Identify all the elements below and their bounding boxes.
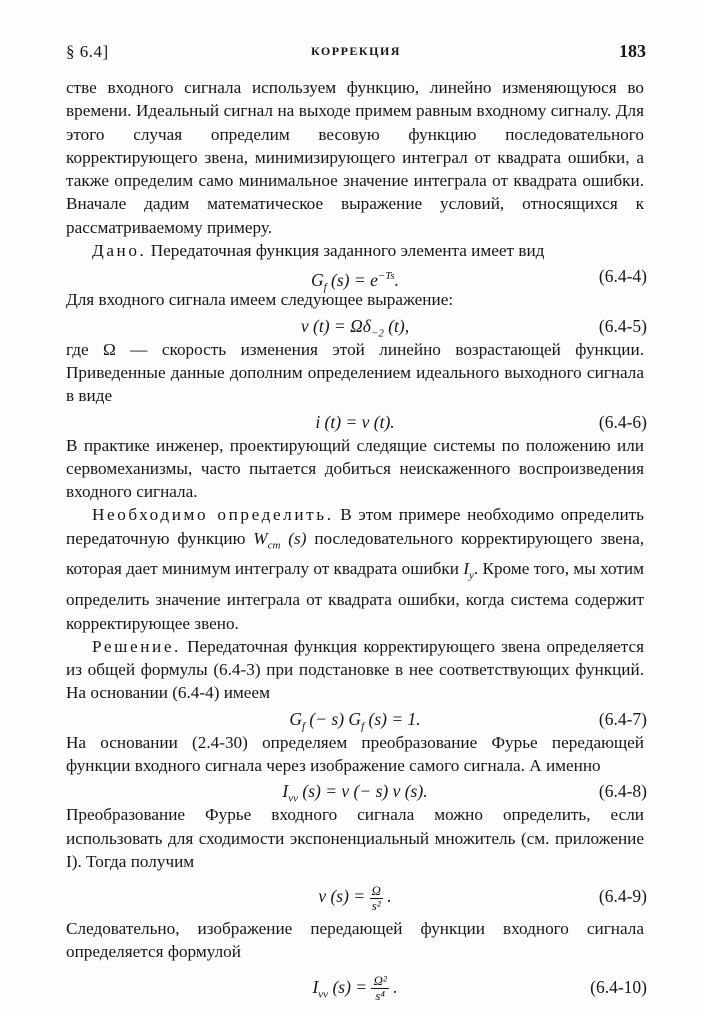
eq-subscript: f [323,281,327,294]
eq-part: . [388,976,398,997]
solution-text: Передаточная функция корректирующего звена определяется из общей формулы (6.4-3) при подстановке в нее соответствующих функций. На основании (6.4-4) имеем [66,636,644,703]
eq-superscript: −Ts [377,270,395,283]
paragraph-solution [66,635,644,705]
equation-number: (6.4-7) [598,708,647,729]
eq-part: . [382,886,392,907]
eq-subscript: f [301,720,306,733]
fraction-denominator: s² [371,897,381,913]
w-symbol [253,528,307,552]
eq-subscript: f [361,720,365,733]
eq-part: (s) = v (− s) v (s). [298,781,428,802]
equation-6-4-7 [66,707,647,733]
equation-6-4-4 [66,264,647,294]
i-letter: I [463,559,469,579]
eq-part: . [394,270,400,291]
solution-label: Решение. [92,636,181,656]
equation-6-4-5 [66,314,647,340]
eq-part: (t), [383,315,410,336]
running-title: КОРРЕКЦИЯ [311,44,401,58]
equation-formula [66,875,644,917]
page-header [66,40,646,70]
w-letter: W [253,528,268,548]
required-text: . Кроме того, мы хотим определить значение интеграла от квадрата ошибки, когда система содержит корректирующее звено. [66,559,644,633]
equation-6-4-6 [66,410,647,434]
w-subscript: cm [267,539,281,552]
eq-part: v (t) = Ωδ [300,315,371,336]
equation-formula [66,779,644,811]
given-label: Дано. [92,241,147,261]
fraction-numerator: Ω [371,882,381,898]
eq-part: v (s) = [318,886,370,907]
equation-number: (6.4-10) [590,976,647,997]
eq-part: I [312,976,319,997]
equation-formula [66,264,644,299]
equation-number: (6.4-6) [598,411,647,432]
section-ref: § 6.4] [66,42,109,61]
required-label: Необходимо определить. [92,505,334,525]
equation-6-4-9 [66,875,647,917]
paragraph-omega: где Ω — скорость изменения этой линейно возрастающей функции. Приведенные данные дополним определением идеального выходного сигнала в виде [66,339,644,406]
required-text: последовательного корректирующего звена, которая дает минимум интегралу от квадрата ошибки [66,528,645,579]
eq-part: G [310,270,324,291]
paragraph-therefore: Следовательно, изображение передающей функции входного сигнала определяется формулой [66,919,644,962]
eq-subscript: −2 [370,327,384,340]
equation-number: (6.4-8) [598,781,647,802]
eq-subscript: vv [288,792,299,805]
fraction-numerator: Ω² [373,973,387,989]
equation-formula [66,707,644,739]
paragraph-fourier: На основании (2.4-30) определяем преобразование Фурье передающей функции входного сигнала через изображение самого сигнала. А именно [66,732,644,775]
equation-number: (6.4-9) [598,886,647,907]
eq-part: G [289,708,302,729]
page-body [66,76,647,1008]
required-text: В этом примере необходимо определить передаточную функцию [66,505,644,548]
equation-formula: i (t) = v (t). [315,411,395,432]
equation-number: (6.4-5) [598,315,647,336]
i-symbol [463,559,474,582]
given-text: Передаточная функция заданного элемента имеет вид [146,241,545,261]
eq-part: (s) = e [326,270,378,291]
paragraph-practice: В практике инженер, проектирующий следящие системы по положению или сервомеханизмы, часто пытается добиться неискаженного воспроизведения входного сигнала. [66,435,644,502]
eq-part: (s) = 1. [364,708,421,729]
paragraph-transform: Преобразование Фурье входного сигнала можно определить, если использовать для сходимости экспоненциальный множитель (см. приложение I). Тогда получим [66,805,644,871]
paragraph-1: стве входного сигнала используем функцию, линейно изменяющуюся во времени. Идеальный сигнал на выходе примем равным входному сигналу. Для этого случая определим весовую функцию последовательного корректирующего звена, минимизирующего интеграл от квадрата ошибки, а также определим само минимальное значение интеграла от квадрата ошибки. Вначале дадим математическое выражение условий, относящихся к рассматриваемому примеру. [66,78,644,237]
equation-6-4-8 [66,779,647,805]
paragraph-input: Для входного сигнала имеем следующее выражение: [66,290,454,310]
page-number: 183 [619,41,646,61]
eq-part: (− s) G [305,708,362,729]
fraction-denominator: s⁴ [375,988,385,1004]
w-argument: (s) [280,528,307,548]
equation-formula [66,966,644,1015]
fraction [371,974,388,1003]
paragraph-given [66,239,644,262]
eq-subscript: vv [318,988,329,1001]
equation-number: (6.4-4) [598,266,647,287]
paragraph-required [66,503,644,634]
eq-part: (s) = [328,976,372,997]
equation-formula [66,314,644,346]
i-subscript: y [468,569,474,582]
fraction [370,884,383,913]
eq-part: I [282,781,289,802]
equation-6-4-10 [66,966,647,1008]
